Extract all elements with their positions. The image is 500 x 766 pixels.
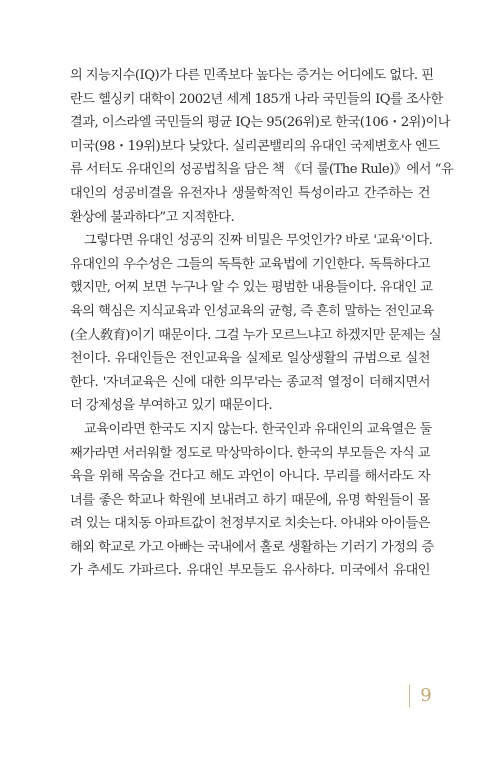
text-line: 천이다. 유대인들은 전인교육을 실제로 일상생활의 규범으로 실천 (70, 351, 430, 367)
text-line: 교육이라면 한국도 지지 않는다. 한국인과 유대인의 교육열은 둘 (84, 421, 432, 437)
text-line: 류 서터도 유대인의 성공법칙을 담은 책 《더 룰(The Rule)》에서 “유 (70, 162, 454, 178)
text-line: 환상에 불과하다”고 지적한다. (70, 209, 235, 225)
page-number: 9 (420, 685, 432, 706)
paragraph (70, 418, 434, 583)
text-line: 란드 헬싱키 대학이 2002년 세계 185개 나라 국민들의 IQ를 조사한 (70, 91, 443, 107)
text-line: 려 있는 대치동 아파트값이 천정부지로 치솟는다. 아내와 아이들은 (70, 516, 430, 532)
text-line: 녀를 좋은 학교나 학원에 보내려고 하기 때문에, 유명 학원들이 몰 (70, 492, 430, 508)
text-line: 의 지능지수(IQ)가 다른 민족보다 높다는 증거는 어디에도 없다. 핀 (70, 68, 434, 83)
text-line: 미국(98・19위)보다 낮았다. 실리콘밸리의 유대인 국제변호사 엔드 (70, 138, 440, 154)
text-line: 유대인의 우수성은 그들의 독특한 교육법에 기인한다. 독특하다고 (70, 256, 430, 272)
page-folio (409, 685, 432, 707)
text-line: 대인의 성공비결을 유전자나 생물학적인 특성이라고 간주하는 건 (70, 185, 430, 201)
folio-rule (409, 685, 410, 707)
text-line: 했지만, 어찌 보면 누구나 알 수 있는 평범한 내용들이다. 유대인 교 (70, 280, 433, 296)
text-line: (全人敎育)이기 때문이다. 그걸 누가 모르느냐고 하겠지만 문제는 실 (70, 327, 442, 343)
text-line: 육의 핵심은 지식교육과 인성교육의 균형, 즉 흔히 말하는 전인교육 (70, 303, 434, 319)
text-line: 그렇다면 유대인 성공의 진짜 비밀은 무엇인가? 바로 '교육'이다. (84, 233, 433, 249)
text-line: 째가라면 서러워할 정도로 막상막하이다. 한국의 부모들은 자식 교 (70, 445, 430, 461)
body-text (70, 64, 454, 583)
text-line: 육을 위해 목숨을 건다고 해도 과언이 아니다. 무리를 해서라도 자 (70, 469, 430, 485)
paragraph (70, 64, 454, 229)
text-line: 가 추세도 가파르다. 유대인 부모들도 유사하다. 미국에서 유대인 (70, 563, 430, 579)
text-line: 해외 학교로 가고 아빠는 국내에서 홀로 생활하는 기러기 가정의 증 (70, 539, 434, 555)
text-line: 결과, 이스라엘 국민들의 평균 IQ는 95(26위)로 한국(106・2위)이나 (70, 115, 451, 131)
text-line: 한다. '자녀교육은 신에 대한 의무'라는 종교적 열정이 더해지면서 (70, 374, 430, 390)
paragraph (70, 229, 442, 418)
text-line: 더 강제성을 부여하고 있기 때문이다. (70, 398, 273, 414)
